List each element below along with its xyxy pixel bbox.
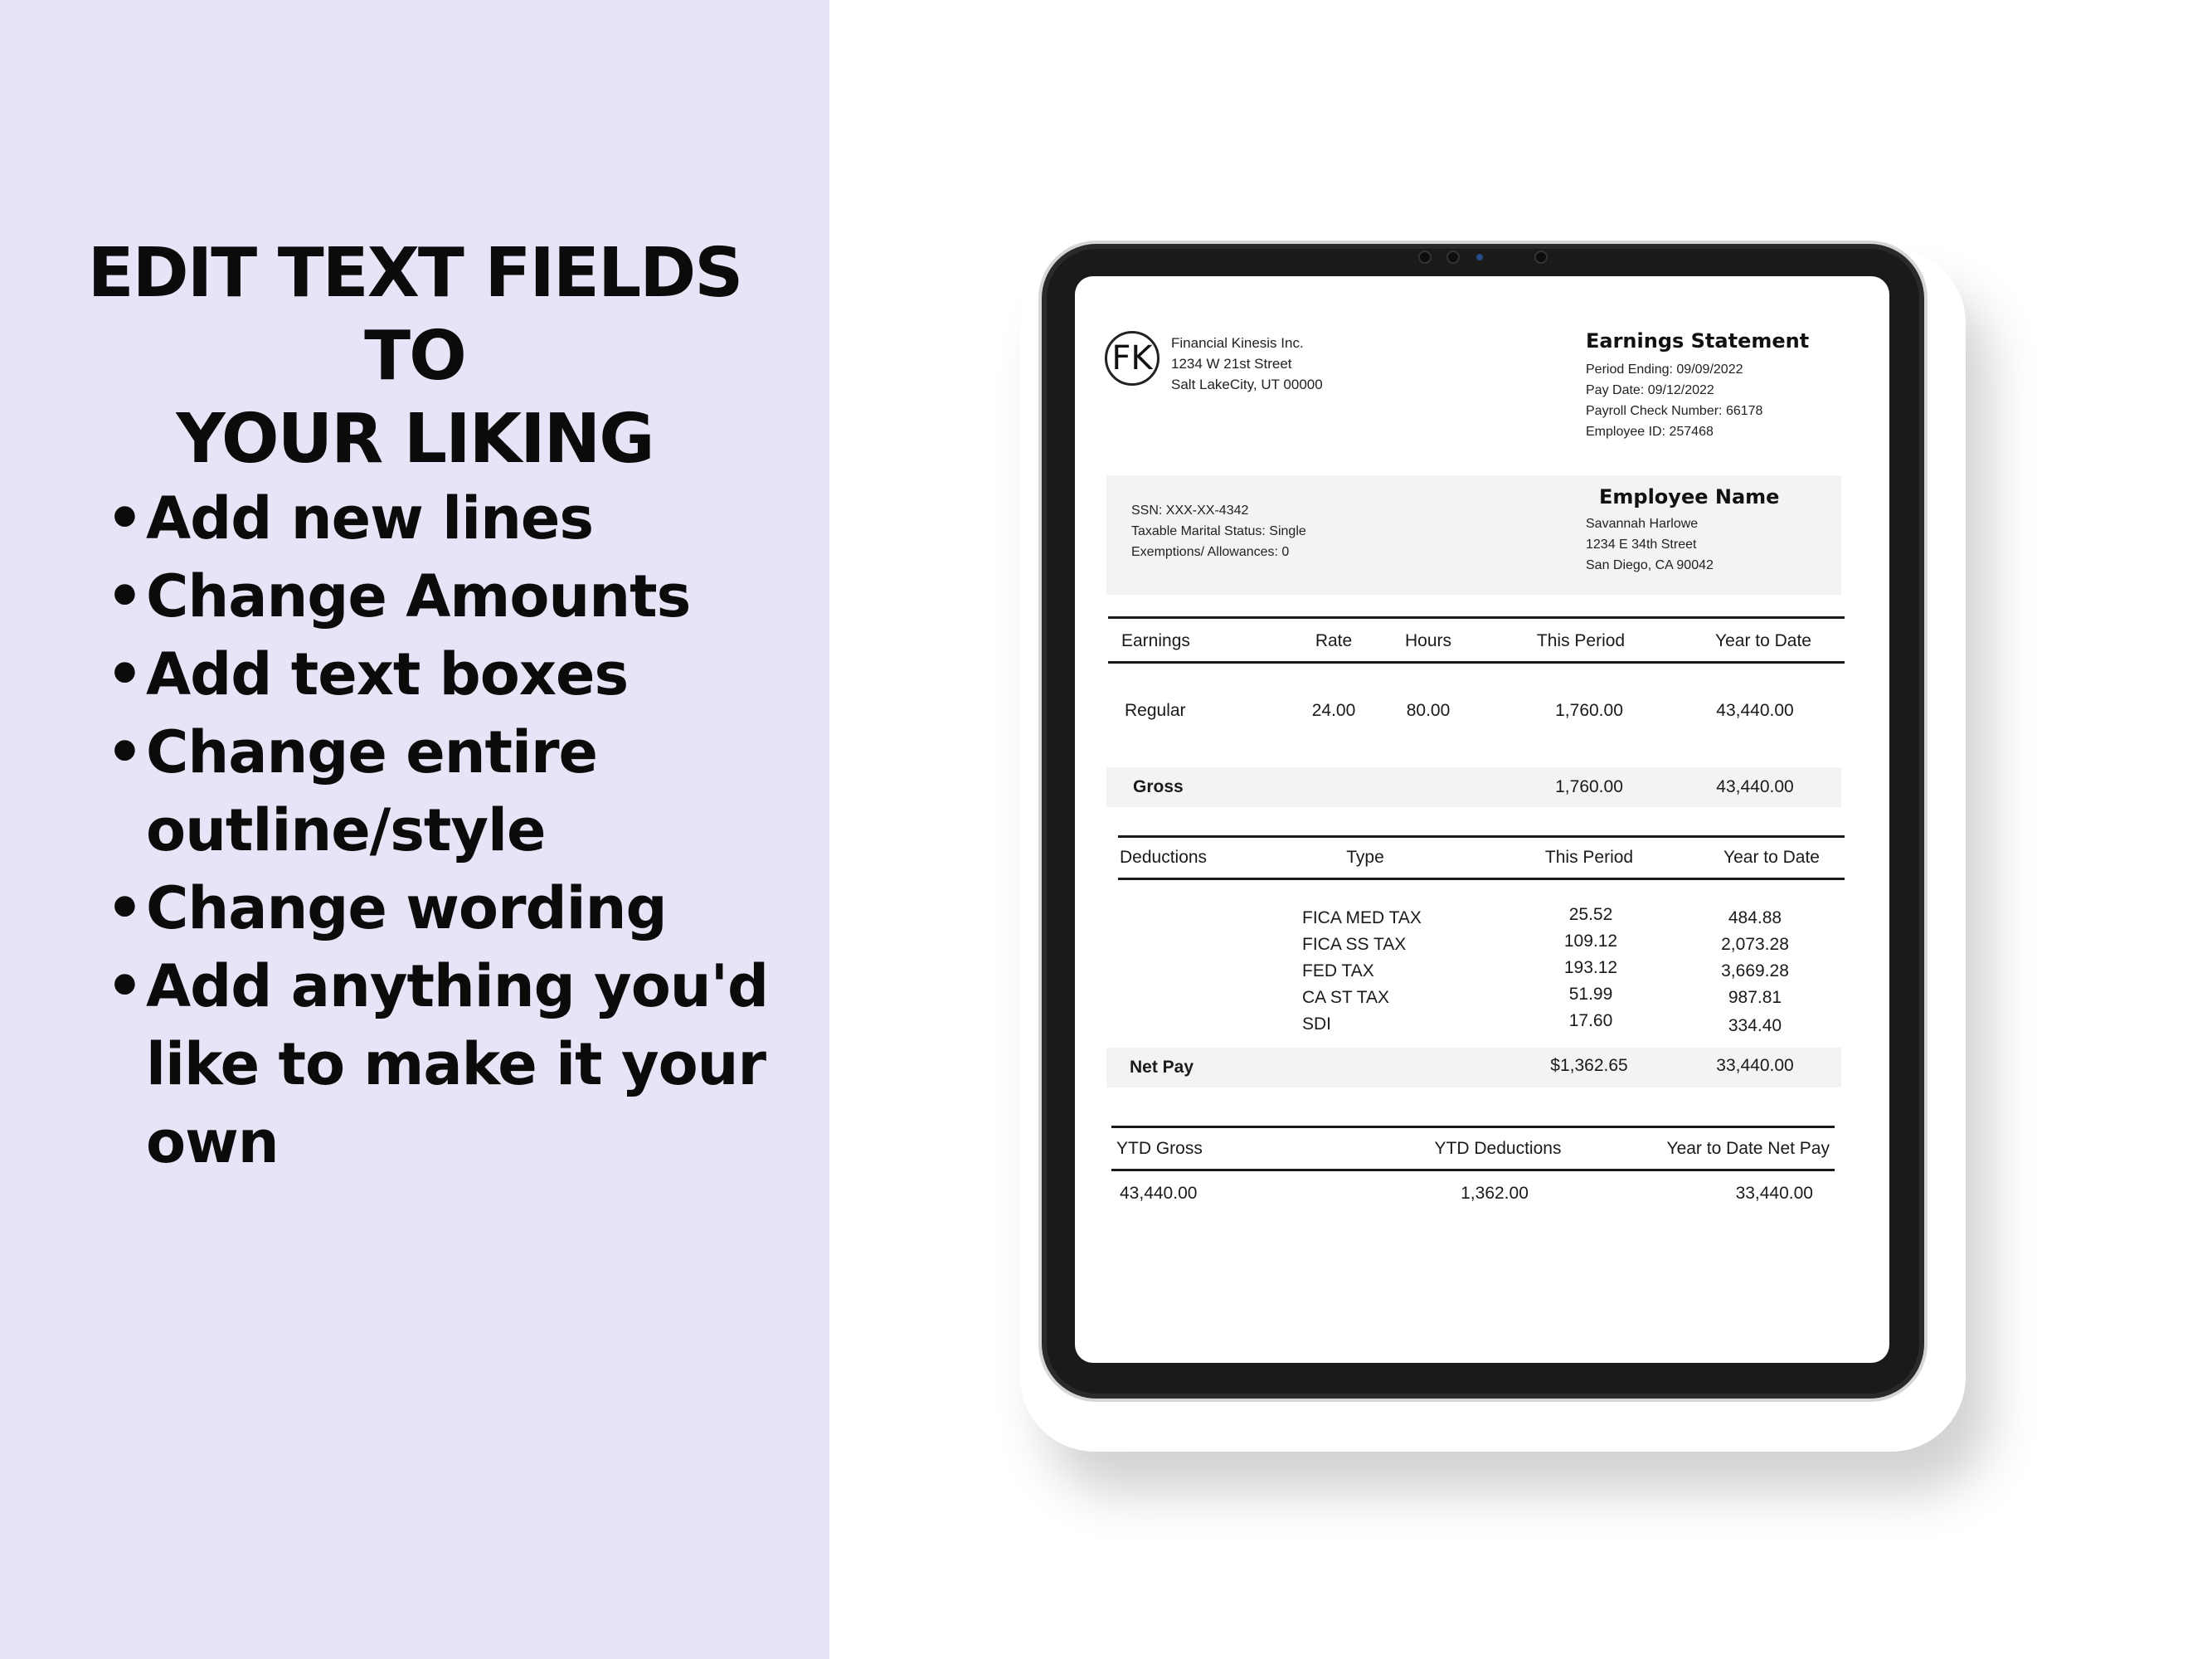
company-city[interactable]: Salt LakeCity, UT 00000 (1171, 377, 1323, 392)
feature-text: Add text boxes (146, 640, 629, 708)
deductions-top-rule (1118, 835, 1845, 838)
deduction-type[interactable]: FICA SS TAX (1302, 935, 1407, 954)
company-address (1171, 333, 1323, 395)
employee-id[interactable]: Employee ID: 257468 (1586, 425, 1714, 439)
feature-list (106, 479, 819, 1181)
employee-name[interactable]: Savannah Harlowe (1586, 517, 1699, 531)
ssn[interactable]: SSN: XXX-XX-4342 (1131, 504, 1249, 518)
earning-hours[interactable]: 80.00 (1406, 701, 1451, 720)
company-name[interactable]: Financial Kinesis Inc. (1171, 335, 1304, 351)
feature-text: like to make it your (146, 1030, 766, 1098)
feature-text: Change wording (146, 874, 667, 942)
bullet-icon: • (106, 484, 143, 552)
marital-status[interactable]: Taxable Marital Status: Single (1131, 524, 1306, 538)
earnings-top-rule (1108, 616, 1845, 619)
earning-rate[interactable]: 24.00 (1311, 701, 1356, 720)
ytd-net-pay-header: Year to Date Net Pay (1666, 1139, 1830, 1158)
employee-street[interactable]: 1234 E 34th Street (1586, 538, 1697, 552)
feature-item-continued (106, 1025, 819, 1103)
deduction-this-period[interactable]: 25.52 (1568, 905, 1613, 924)
pay-date[interactable]: Pay Date: 09/12/2022 (1586, 383, 1714, 397)
deduction-ytd[interactable]: 334.40 (1728, 1016, 1782, 1035)
deduction-this-period[interactable]: 109.12 (1563, 932, 1618, 951)
statement-title[interactable]: Earnings Statement (1586, 329, 1810, 353)
bullet-icon: • (106, 952, 143, 1020)
camera-bar (1410, 247, 1559, 265)
ytd-gross-header: YTD Gross (1116, 1139, 1203, 1158)
feature-item-continued (106, 1103, 819, 1181)
feature-item (106, 479, 819, 557)
ytd-gross-value[interactable]: 43,440.00 (1120, 1184, 1198, 1203)
company-logo (1105, 331, 1159, 386)
gross-label[interactable]: Gross (1133, 777, 1184, 796)
feature-item (106, 713, 819, 791)
deduction-this-period[interactable]: 51.99 (1568, 985, 1613, 1004)
earnings-statement-document (1075, 276, 1889, 1363)
deduction-ytd[interactable]: 2,073.28 (1721, 935, 1789, 954)
deduction-this-period[interactable]: 17.60 (1568, 1011, 1613, 1030)
sensor-icon (1418, 251, 1432, 264)
company-street[interactable]: 1234 W 21st Street (1171, 356, 1292, 372)
ytd-deductions-value[interactable]: 1,362.00 (1461, 1184, 1529, 1203)
deduction-period-header: This Period (1544, 848, 1634, 867)
bullet-icon: • (106, 718, 143, 786)
this-period-header: This Period (1536, 631, 1626, 650)
sensor-icon (1446, 251, 1460, 264)
feature-item (106, 869, 819, 947)
employee-city[interactable]: San Diego, CA 90042 (1586, 558, 1714, 572)
earnings-header: Earnings (1121, 631, 1190, 650)
bullet-icon: • (106, 874, 143, 942)
feature-text: outline/style (146, 796, 546, 864)
deduction-type[interactable]: FICA MED TAX (1302, 908, 1422, 927)
headline-line-2: YOUR LIKING (176, 400, 654, 479)
feature-text: Add anything you'd (146, 952, 769, 1020)
headline-line-1: EDIT TEXT FIELDS TO (87, 234, 742, 396)
bullet-icon: • (106, 640, 143, 708)
deduction-type[interactable]: SDI (1302, 1014, 1332, 1034)
feature-text: Change Amounts (146, 562, 691, 630)
logo-monogram: FK (1111, 339, 1153, 377)
tablet-screen (1075, 276, 1889, 1363)
left-panel (0, 0, 829, 1659)
type-header: Type (1346, 848, 1384, 867)
deductions-header: Deductions (1120, 848, 1208, 867)
earnings-header-rule (1108, 661, 1845, 664)
ytd-header: Year to Date (1715, 631, 1811, 650)
employee-name-title[interactable]: Employee Name (1599, 485, 1780, 508)
deduction-ytd-header: Year to Date (1723, 848, 1820, 867)
ytd-deductions-header: YTD Deductions (1434, 1139, 1562, 1158)
deduction-ytd[interactable]: 987.81 (1728, 988, 1782, 1007)
summary-top-rule (1111, 1126, 1835, 1128)
hours-header: Hours (1404, 631, 1452, 650)
net-pay-this-period[interactable]: $1,362.65 (1550, 1056, 1628, 1075)
deductions-header-rule (1118, 878, 1845, 880)
camera-lens-icon (1476, 254, 1483, 260)
feature-item-continued (106, 791, 819, 869)
exemptions[interactable]: Exemptions/ Allowances: 0 (1131, 545, 1290, 559)
net-pay-label[interactable]: Net Pay (1130, 1058, 1194, 1077)
deduction-type[interactable]: CA ST TAX (1302, 988, 1390, 1007)
employee-info-box (1106, 475, 1841, 595)
feature-item (106, 635, 819, 713)
summary-header-rule (1111, 1169, 1835, 1171)
feature-text: own (146, 1108, 279, 1176)
feature-item (106, 557, 819, 635)
period-ending[interactable]: Period Ending: 09/09/2022 (1586, 362, 1743, 377)
earning-ytd[interactable]: 43,440.00 (1716, 701, 1794, 720)
feature-item (106, 947, 819, 1025)
gross-this-period[interactable]: 1,760.00 (1555, 777, 1623, 796)
feature-text: Add new lines (146, 484, 594, 552)
deduction-ytd[interactable]: 484.88 (1728, 908, 1782, 927)
gross-ytd[interactable]: 43,440.00 (1716, 777, 1794, 796)
earning-type[interactable]: Regular (1125, 701, 1186, 720)
employee-address (1586, 485, 1779, 576)
tax-info (1131, 500, 1306, 562)
deduction-type[interactable]: FED TAX (1302, 961, 1374, 980)
net-pay-ytd[interactable]: 33,440.00 (1716, 1056, 1794, 1075)
deduction-this-period[interactable]: 193.12 (1563, 958, 1618, 977)
earning-this-period[interactable]: 1,760.00 (1555, 701, 1623, 720)
sensor-icon (1534, 251, 1548, 264)
statement-info (1586, 329, 1868, 442)
bullet-icon: • (106, 562, 143, 630)
deduction-ytd[interactable]: 3,669.28 (1721, 961, 1789, 980)
ytd-net-pay-value[interactable]: 33,440.00 (1735, 1184, 1813, 1203)
headline (33, 232, 796, 481)
check-number[interactable]: Payroll Check Number: 66178 (1586, 404, 1763, 418)
rate-header: Rate (1315, 631, 1353, 650)
feature-text: Change entire (146, 718, 597, 786)
